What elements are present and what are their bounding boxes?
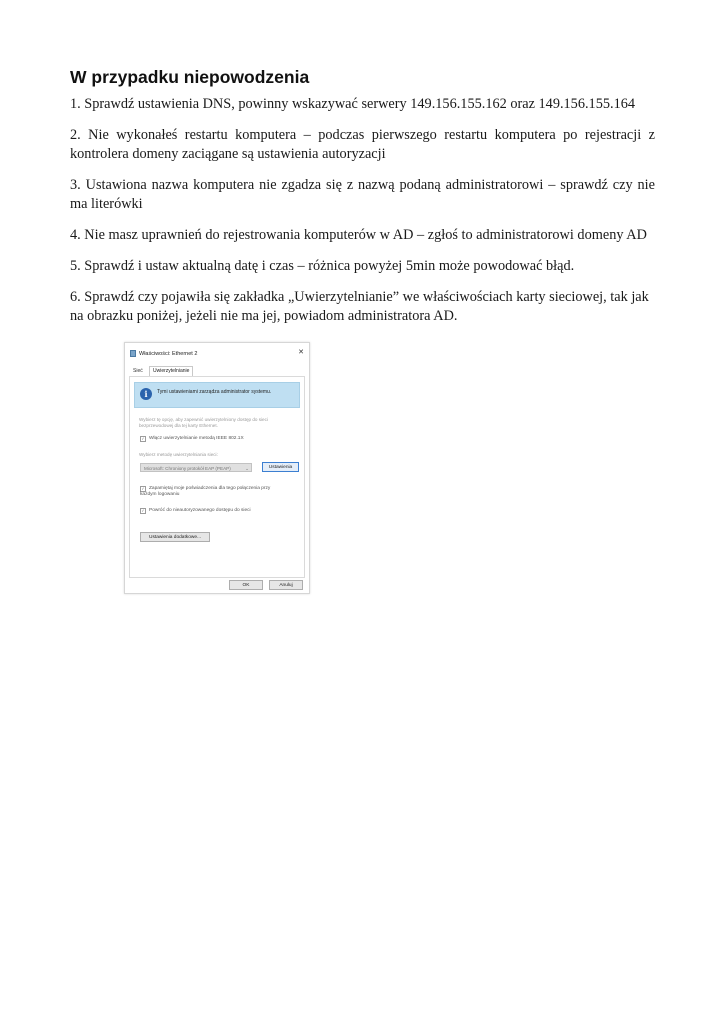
authentication-panel xyxy=(129,376,305,578)
chevron-down-icon: ⌄ xyxy=(245,466,249,471)
paragraph-5: 5. Sprawdź i ustaw aktualną datę i czas – różnica powyżej 5min może powodować błąd. xyxy=(70,258,575,274)
admin-info-banner xyxy=(134,382,300,408)
dialog-title: Właściwości: Ethernet 2 xyxy=(139,351,198,357)
paragraph-3: 3. Ustawiona nazwa komputera nie zgadza się z nazwą podaną administratorowi – sprawdź czy nie ma literówki xyxy=(70,177,655,212)
auth-method-select xyxy=(140,463,252,472)
checkbox-mark: ✓ xyxy=(141,436,145,441)
paragraph-list xyxy=(70,95,655,338)
ieee-8021x-label: Włącz uwierzytelnianie metodą IEEE 802.1X xyxy=(149,436,244,441)
paragraph-4: 4. Nie masz uprawnień do rejestrowania komputerów w AD – zgłoś to administratorowi domeny AD xyxy=(70,227,647,243)
info-icon: i xyxy=(140,388,152,400)
method-label: Wybierz metodę uwierzytelniania sieci: xyxy=(139,452,218,457)
tab-authentication: Uwierzytelnianie xyxy=(149,366,193,376)
settings-button: Ustawienia xyxy=(262,462,299,472)
close-icon: ✕ xyxy=(298,349,304,356)
checkbox-mark: ✓ xyxy=(141,486,145,491)
network-adapter-icon xyxy=(130,350,136,357)
auth-description: Wybierz tę opcję, aby zapewnić uwierzytelniony dostęp do sieci bezprzewodowej dla tej karty Ethernet. xyxy=(139,417,268,428)
auth-method-value: Microsoft: Chroniony protokół EAP (PEAP) xyxy=(144,466,231,471)
paragraph-1: 1. Sprawdź ustawienia DNS, powinny wskazywać serwery 149.156.155.162 oraz 149.156.155.164 xyxy=(70,96,636,112)
dialog-tabs xyxy=(129,367,305,376)
checkbox-mark: ✓ xyxy=(141,508,145,513)
paragraph-2: 2. Nie wykonałeś restartu komputera – podczas pierwszego restartu komputera po rejestracji z kontrolera domeny zaciągane są ustawienia autoryzacji xyxy=(70,127,655,162)
info-text: Tymi ustawieniami zarządza administrator systemu. xyxy=(157,389,272,395)
fallback-access-label: Powróć do nieautoryzowanego dostępu do sieci xyxy=(149,508,251,513)
paragraph-6: 6. Sprawdź czy pojawiła się zakładka „Uwierzytelnianie” we właściwościach karty sieciowej, tak jak na obrazku poniżej, jeżeli nie ma jej, powiadom administratora AD. xyxy=(70,289,649,324)
remember-credentials-label: Zapamiętaj moje poświadczenia dla tego połączenia przy każdym logowaniu xyxy=(140,486,271,497)
network-properties-dialog-image xyxy=(124,342,310,594)
ok-button: OK xyxy=(229,580,263,590)
cancel-button: Anuluj xyxy=(269,580,303,590)
section-heading: W przypadku niepowodzenia xyxy=(70,67,310,87)
tab-network: Sieć xyxy=(133,368,143,374)
remember-credentials-checkbox xyxy=(140,486,285,498)
fallback-access-checkbox xyxy=(140,508,251,514)
ieee-8021x-checkbox xyxy=(140,436,244,442)
dialog-titlebar xyxy=(125,343,309,361)
advanced-settings-button: Ustawienia dodatkowe... xyxy=(140,532,210,542)
